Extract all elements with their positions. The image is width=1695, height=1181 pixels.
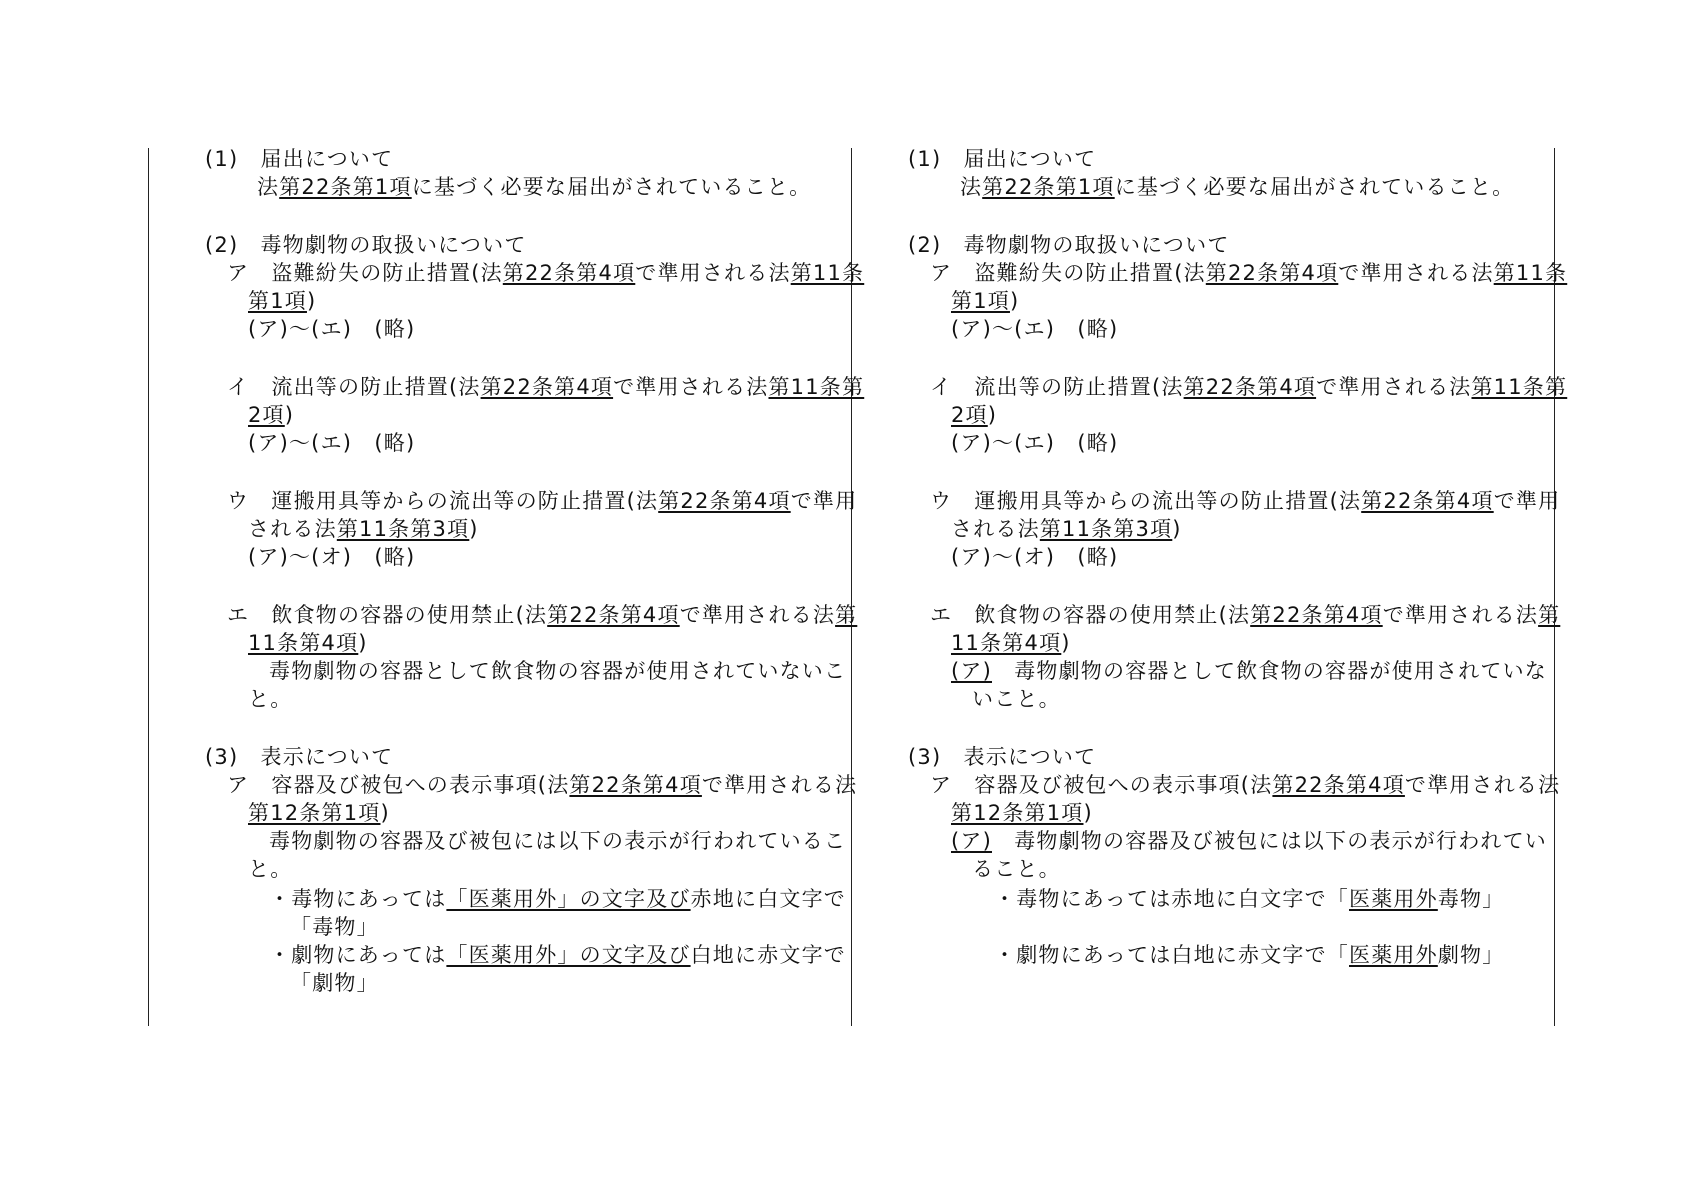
right-section3-a-body-cont: ること。 — [972, 857, 1061, 881]
left-section1-body: 法第22条第1項に基づく必要な届出がされていること。 — [257, 175, 812, 199]
law-reference: 11条第4項 — [951, 631, 1062, 655]
law-reference: 第12条第1項 — [248, 801, 381, 825]
law-reference: 第22条第4項 — [480, 375, 614, 399]
left-item-a-title: ア 盗難紛失の防止措置(法第22条第4項で準用される法第11条 — [227, 261, 865, 285]
right-section3-heading: (3) 表示について — [908, 745, 1097, 769]
law-reference: 第22条第4項 — [1183, 375, 1317, 399]
left-item-a-title-cont: 第1項) — [248, 289, 317, 313]
right-item-e-title-cont: 11条第4項) — [951, 631, 1071, 655]
law-reference: 第12条第1項 — [951, 801, 1084, 825]
left-item-i-title-cont: 2項) — [248, 403, 295, 427]
law-reference: 第22条第4項 — [569, 773, 702, 797]
right-section1-heading: (1) 届出について — [908, 147, 1097, 171]
left-section3-a-title: ア 容器及び被包への表示事項(法第22条第4項で準用される法 — [227, 773, 858, 797]
right-item-e-body: (ア) 毒物劇物の容器として飲食物の容器が使用されていな — [951, 659, 1547, 683]
left-bullet-deleterious: ・劇物にあっては「医薬用外」の文字及び白地に赤文字で — [269, 943, 846, 967]
right-item-u-title-cont: される法第11条第3項) — [951, 517, 1182, 541]
right-bullet-deleterious: ・劇物にあっては白地に赤文字で「医薬用外劇物」 — [994, 943, 1505, 967]
label-reference: 「医薬用外」の文字及び — [446, 887, 691, 911]
right-item-i-title: イ 流出等の防止措置(法第22条第4項で準用される法第11条第 — [930, 375, 1568, 399]
right-item-i-sub: (ア)～(エ) (略) — [951, 431, 1119, 455]
sub-item-marker: (ア) — [951, 829, 992, 853]
left-item-u-title: ウ 運搬用具等からの流出等の防止措置(法第22条第4項で準用 — [227, 489, 858, 513]
right-section2-heading: (2) 毒物劇物の取扱いについて — [908, 233, 1230, 257]
law-reference: 第22条第1項 — [279, 175, 412, 199]
right-item-u-title: ウ 運搬用具等からの流出等の防止措置(法第22条第4項で準用 — [930, 489, 1561, 513]
law-reference: 第 — [1538, 603, 1561, 627]
law-reference: 第11条第 — [768, 375, 865, 399]
right-item-e-title: エ 飲食物の容器の使用禁止(法第22条第4項で準用される法第 — [930, 603, 1561, 627]
right-section3-a-title: ア 容器及び被包への表示事項(法第22条第4項で準用される法 — [930, 773, 1561, 797]
left-section2-heading: (2) 毒物劇物の取扱いについて — [205, 233, 527, 257]
law-reference: 2項 — [248, 403, 285, 427]
right-item-a-sub: (ア)～(エ) (略) — [951, 317, 1119, 341]
left-bullet-deleterious-cont: 「劇物」 — [290, 971, 379, 995]
right-item-i-title-cont: 2項) — [951, 403, 998, 427]
law-reference: 第11条 — [1493, 261, 1568, 285]
law-reference: 第22条第4項 — [1250, 603, 1383, 627]
law-reference: 11条第4項 — [248, 631, 359, 655]
left-item-u-sub: (ア)～(オ) (略) — [248, 545, 416, 569]
left-section3-a-body-cont: と。 — [248, 857, 293, 881]
law-reference: 第22条第4項 — [1272, 773, 1405, 797]
left-bullet-poison: ・毒物にあっては「医薬用外」の文字及び赤地に白文字で — [269, 887, 846, 911]
law-reference: 2項 — [951, 403, 988, 427]
law-reference: 第22条第4項 — [1361, 489, 1494, 513]
right-item-e-body-cont: いこと。 — [972, 687, 1061, 711]
law-reference: 第22条第4項 — [658, 489, 791, 513]
law-reference: 第22条第4項 — [547, 603, 680, 627]
column-rule-left — [148, 148, 149, 1026]
left-section3-a-body: 毒物劇物の容器及び被包には以下の表示が行われているこ — [269, 829, 847, 853]
law-reference: 第11条 — [790, 261, 865, 285]
left-item-e-body-cont: と。 — [248, 687, 293, 711]
left-item-e-title: エ 飲食物の容器の使用禁止(法第22条第4項で準用される法第 — [227, 603, 858, 627]
law-reference: 第22条第4項 — [1205, 261, 1339, 285]
left-section3-heading: (3) 表示について — [205, 745, 394, 769]
law-reference: 第11条第3項 — [336, 517, 470, 541]
label-reference: 「医薬用外」の文字及び — [446, 943, 691, 967]
left-item-a-sub: (ア)～(エ) (略) — [248, 317, 416, 341]
left-section3-a-title-cont: 第12条第1項) — [248, 801, 390, 825]
label-reference: 医薬用外 — [1349, 887, 1438, 911]
sub-item-marker: (ア) — [951, 659, 992, 683]
right-item-a-title: ア 盗難紛失の防止措置(法第22条第4項で準用される法第11条 — [930, 261, 1568, 285]
label-reference: 医薬用外 — [1349, 943, 1438, 967]
law-reference: 第11条第3項 — [1039, 517, 1173, 541]
right-item-u-sub: (ア)～(オ) (略) — [951, 545, 1119, 569]
left-bullet-poison-cont: 「毒物」 — [290, 915, 379, 939]
right-section1-body: 法第22条第1項に基づく必要な届出がされていること。 — [960, 175, 1515, 199]
left-item-u-title-cont: される法第11条第3項) — [248, 517, 479, 541]
right-section3-a-body: (ア) 毒物劇物の容器及び被包には以下の表示が行われてい — [951, 829, 1547, 853]
left-section1-heading: (1) 届出について — [205, 147, 394, 171]
law-reference: 第11条第 — [1471, 375, 1568, 399]
law-reference: 第22条第1項 — [982, 175, 1115, 199]
law-reference: 第 — [835, 603, 858, 627]
left-item-i-sub: (ア)～(エ) (略) — [248, 431, 416, 455]
law-reference: 第1項 — [248, 289, 307, 313]
law-reference: 第1項 — [951, 289, 1010, 313]
law-reference: 第22条第4項 — [502, 261, 636, 285]
right-bullet-poison: ・毒物にあっては赤地に白文字で「医薬用外毒物」 — [994, 887, 1505, 911]
left-item-e-title-cont: 11条第4項) — [248, 631, 368, 655]
right-item-a-title-cont: 第1項) — [951, 289, 1020, 313]
right-section3-a-title-cont: 第12条第1項) — [951, 801, 1093, 825]
left-item-e-body: 毒物劇物の容器として飲食物の容器が使用されていないこ — [269, 659, 847, 683]
left-item-i-title: イ 流出等の防止措置(法第22条第4項で準用される法第11条第 — [227, 375, 865, 399]
